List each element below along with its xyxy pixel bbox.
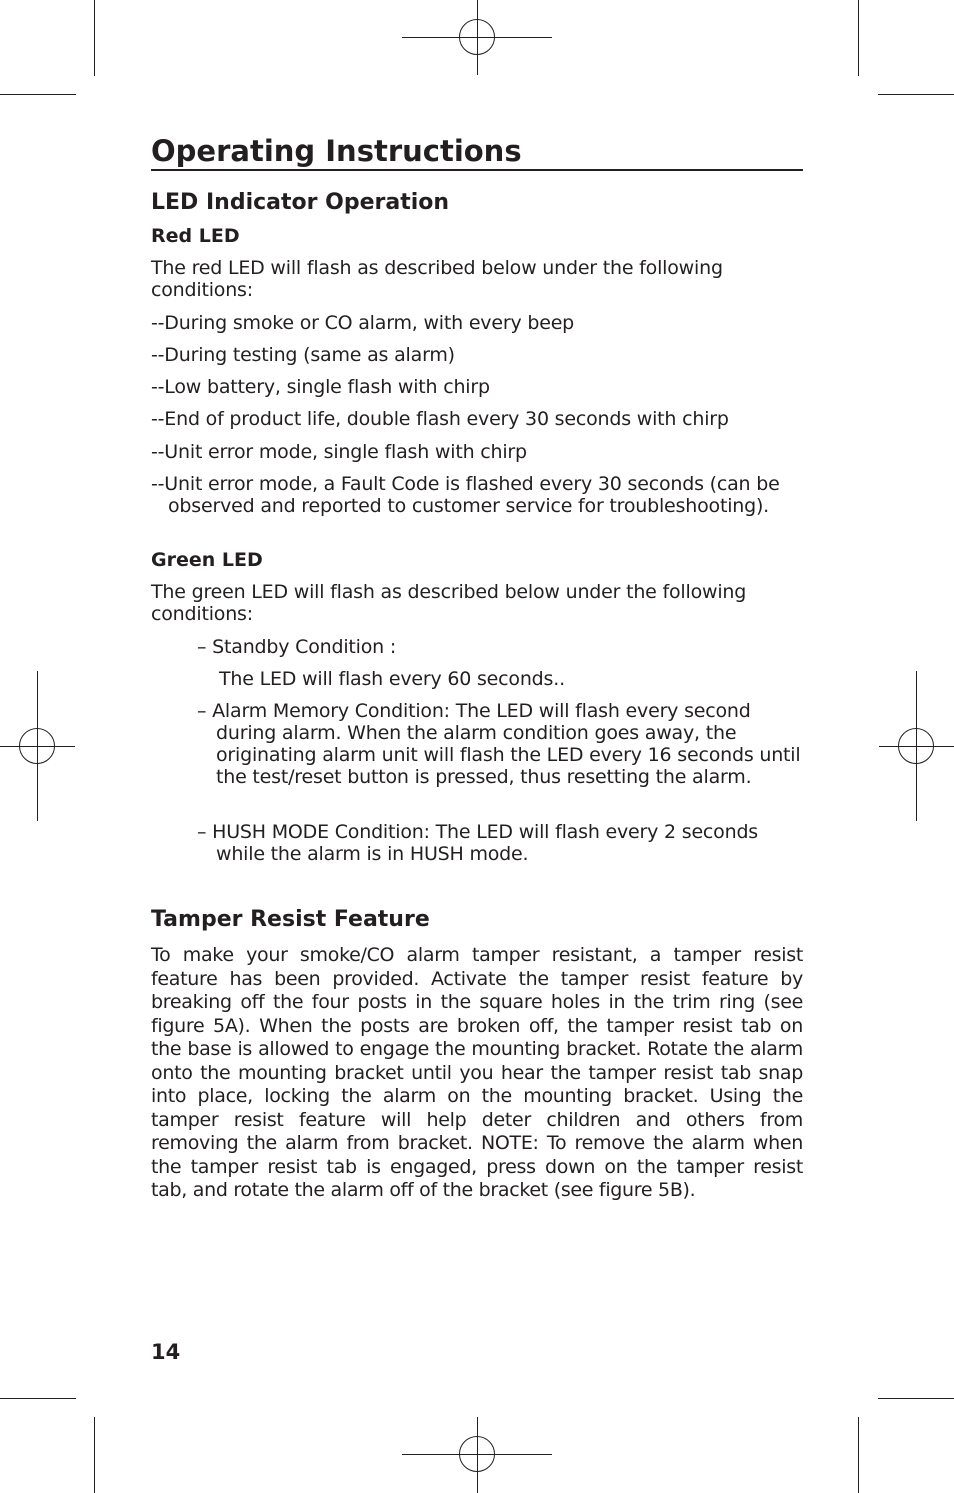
green-led-item: The LED will flash every 60 seconds..: [219, 668, 565, 690]
crop-mark: [94, 0, 95, 76]
red-led-item: --Unit error mode, single flash with chirp: [151, 441, 527, 463]
crop-mark: [878, 94, 954, 95]
green-led-item: – Standby Condition :: [197, 636, 397, 658]
crop-mark: [94, 1417, 95, 1493]
tamper-section-body: To make your smoke/CO alarm tamper resistant, a tamper resist feature has been provided. Activate the tamper resist feature by breaking off the four posts in the square holes in the trim ring (see figure 5A). When the posts are broken off, the tamper resist tab on the base is allowed to engage the mounting bracket. Rotate the alarm onto the mounting bracket until you hear the tamper resist tab snap into place, locking the alarm on the mounting bracket. Using the tamper resist feature will help deter children and others from removing the alarm from bracket. NOTE: To remove the alarm when the tamper resist tab is engaged, press down on the tamper resist tab, and rotate the alarm off of the bracket (see figure 5B).: [151, 944, 803, 1201]
page-title: Operating Instructions: [151, 133, 803, 171]
crop-mark: [858, 1417, 859, 1493]
red-led-item: --During testing (same as alarm): [151, 344, 455, 366]
green-led-item: – HUSH MODE Condition: The LED will flash every 2 seconds while the alarm is in HUSH mode.: [197, 821, 759, 865]
tamper-section-title: Tamper Resist Feature: [151, 907, 430, 932]
crop-mark: [0, 1398, 76, 1399]
red-led-item: --Low battery, single flash with chirp: [151, 376, 490, 398]
red-led-item: --End of product life, double flash every 30 seconds with chirp: [151, 408, 729, 430]
led-section-title: LED Indicator Operation: [151, 190, 450, 215]
red-led-item: --During smoke or CO alarm, with every beep: [151, 312, 575, 334]
green-led-item: – Alarm Memory Condition: The LED will flash every second during alarm. When the alarm condition goes away, the originating alarm unit will flash the LED every 16 seconds until the test/reset button is pressed, thus resetting the alarm.: [197, 700, 801, 788]
green-led-intro: The green LED will flash as described below under the following conditions:: [151, 581, 747, 625]
red-led-item: --Unit error mode, a Fault Code is flashed every 30 seconds (can be observed and reported to customer service for troubleshooting).: [151, 473, 780, 517]
page-number: 14: [151, 1340, 181, 1364]
green-led-title: Green LED: [151, 549, 263, 571]
crop-mark: [858, 0, 859, 76]
red-led-intro: The red LED will flash as described below under the following conditions:: [151, 257, 723, 301]
crop-mark: [0, 94, 76, 95]
crop-mark: [878, 1398, 954, 1399]
red-led-title: Red LED: [151, 225, 240, 247]
